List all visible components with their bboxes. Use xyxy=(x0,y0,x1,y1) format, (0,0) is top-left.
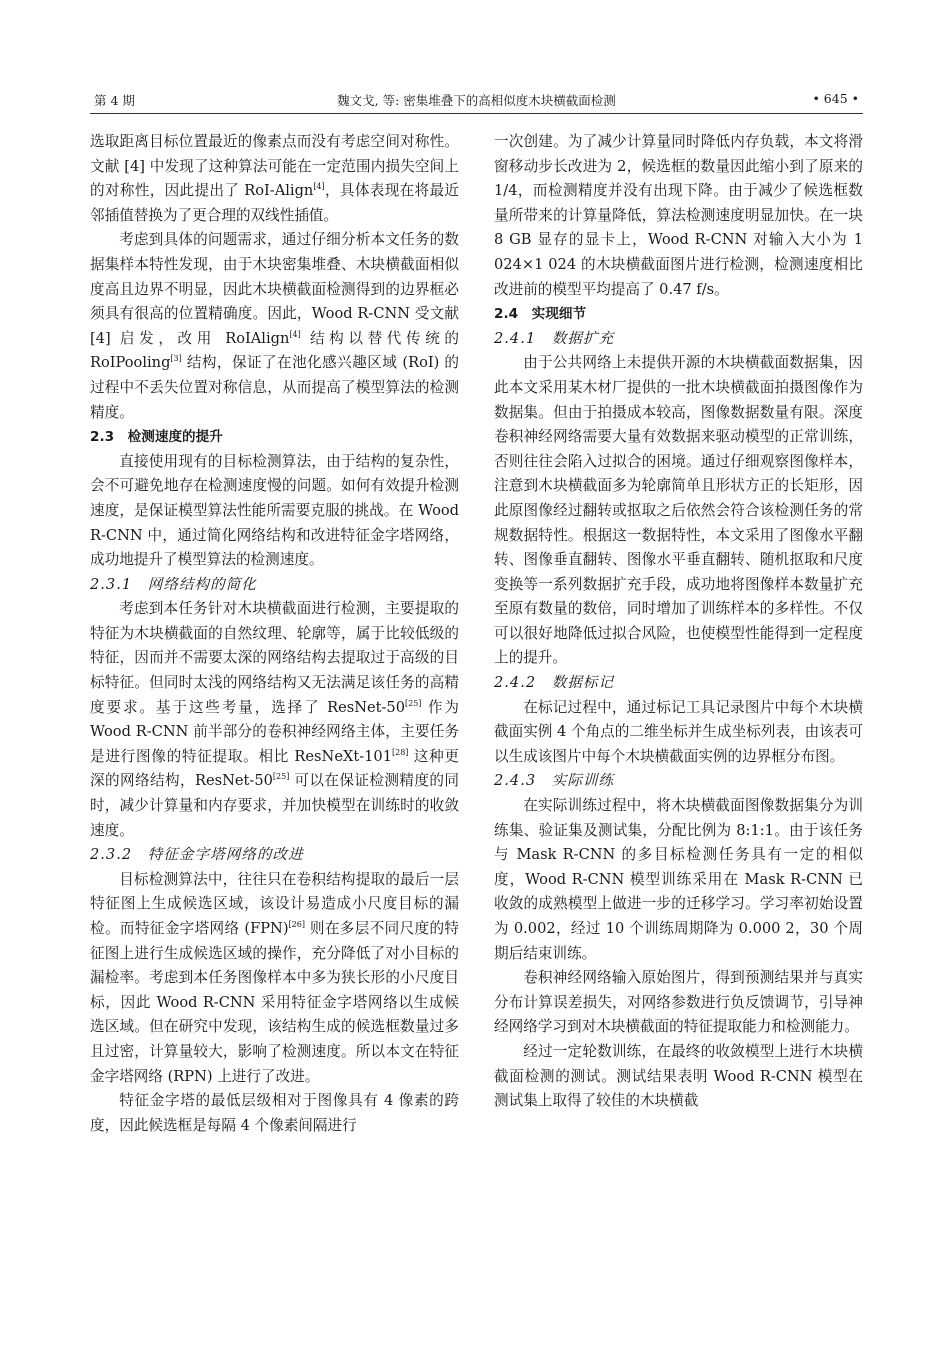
paragraph: 经过一定轮数训练，在最终的收敛模型上进行木块横截面检测的测试。测试结果表明 Wood R-CNN 模型在测试集上取得了较佳的木块横截 xyxy=(494,1042,863,1110)
issue-number: 第 4 期 xyxy=(94,93,135,108)
subsection-heading-2-3-1: 2.3.1 网络结构的简化 xyxy=(90,575,257,593)
paragraph: 目标检测算法中，往往只在卷积结构提取的最后一层特征图上生成候选区域，该设计易造成小尺度目标的漏检。而特征金字塔网络 (FPN)[26] 则在多层不同尺度的特征图上进行生成候选区域的操作，充分降低了对小目标的漏检率。考虑到本任务图像样本中多为狭长形的小尺度目标，因此 Wood R-CNN 采用特征金字塔网络以生成候选区域。但在研究中发现，该结构生成的候选框数量过多且过密，计算量较大，影响了检测速度。所以本文在特征金字塔网络 (RPN) 上进行了改进。 xyxy=(90,870,459,1085)
paragraph: 特征金字塔的最低层级相对于图像具有 4 像素的跨度，因此候选框是每隔 4 个像素间隔进行 xyxy=(90,1092,459,1134)
section-heading-2-3: 2.3 检测速度的提升 xyxy=(90,429,223,446)
paragraph: 在实际训练过程中，将木块横截面图像数据集分为训练集、验证集及测试集，分配比例为 8:1:1。由于该任务与 Mask R-CNN 的多目标检测任务具有一定的相似度，Wood R-CNN 模型训练采用在 Mask R-CNN 已收敛的成熟模型上做进一步的迁移学习。学习率初始设置为 0.002，经过 10 个训练周期降为 0.000 2，30 个周期后结束训练。 xyxy=(494,797,863,962)
section-heading-2-4: 2.4 实现细节 xyxy=(494,306,587,323)
running-title: 魏文戈, 等: 密集堆叠下的高相似度木块横截面检测 xyxy=(337,93,616,108)
paragraph: 一次创建。为了减少计算量同时降低内存负载，本文将滑窗移动步长改进为 2，候选框的数量因此缩小到了原来的 1/4，而检测精度并没有出现下降。由于减少了候选框数量所带来的计算量降低，算法检测速度明显加快。在一块 8 GB 显存的显卡上，Wood R-CNN 对输入大小为 1 024×1 024 的木块横截面图片进行检测，检测速度相比改进前的模型平均提高了 0.47 f/s。 xyxy=(494,133,863,298)
paragraph: 由于公共网络上未提供开源的木块横截面数据集，因此本文采用某木材厂提供的一批木块横截面拍摄图像作为数据集。但由于拍摄成本较高，图像数据数量有限。深度卷积神经网络需要大量有效数据来驱动模型的正常训练，否则往往会陷入过拟合的困境。通过仔细观察图像样本，注意到木块横截面多为轮廓简单且形状方正的长矩形，因此原图像经过翻转或抠取之后依然会符合该检测任务的常规数据特性。根据这一数据特性，本文采用了图像水平翻转、图像垂直翻转、图像水平垂直翻转、随机抠取和尺度变换等一系列数据扩充手段，成功地将图像样本数量扩充至原有数量的数倍，同时增加了训练样本的多样性。不仅可以很好地降低过拟合风险，也使模型性能得到一定程度上的提升。 xyxy=(494,354,863,667)
subsection-heading-2-4-2: 2.4.2 数据标记 xyxy=(494,674,615,692)
page-number: • 645 • xyxy=(812,91,859,106)
left-column xyxy=(90,130,459,1138)
running-header xyxy=(90,91,863,111)
citation: [28] xyxy=(392,747,409,757)
citation: [25] xyxy=(272,772,290,782)
right-column xyxy=(494,130,863,1114)
citation: [4] xyxy=(313,182,325,192)
subsection-heading-2-4-1: 2.4.1 数据扩充 xyxy=(494,329,615,347)
citation: [3] xyxy=(170,354,182,364)
paragraph: 直接使用现有的目标检测算法，由于结构的复杂性，会不可避免地存在检测速度慢的问题。如何有效提升检测速度，是保证模型算法性能所需要克服的挑战。在 Wood R-CNN 中，通过简化网络结构和改进特征金字塔网络，成功地提升了模型算法的检测速度。 xyxy=(90,452,459,569)
citation: [25] xyxy=(405,698,422,708)
header-rule xyxy=(90,113,863,114)
paragraph: 在标记过程中，通过标记工具记录图片中每个木块横截面实例 4 个角点的二维坐标并生成坐标列表，由该表可以生成该图片中每个木块横截面实例的边界框分布图。 xyxy=(494,698,863,765)
subsection-heading-2-3-2: 2.3.2 特征金字塔网络的改进 xyxy=(90,846,304,864)
citation: [26] xyxy=(288,920,305,929)
paragraph: 考虑到具体的问题需求，通过仔细分析本文任务的数据集样本特性发现，由于木块密集堆叠、木块横截面相似度高且边界不明显，因此木块横截面检测得到的边界框必须具有很高的位置精确度。因此，Wood R-CNN 受文献 [4] 启发，改用 RoIAlign[4] 结构以替代传统的 RoIPooling[3] 结构，保证了在池化感兴趣区域 (RoI) 的过程中不丢失位置对称信息，从而提高了模型算法的检测精度。 xyxy=(90,231,460,421)
paragraph: 选取距离目标位置最近的像素点而没有考虑空间对称性。文献 [4] 中发现了这种算法可能在一定范围内损失空间上的对称性，因此提出了 RoI-Align[4]，具体表现在将最近邻插值替换为了更合理的双线性插值。 xyxy=(90,133,459,224)
paragraph: 考虑到本任务针对木块横截面进行检测，主要提取的特征为木块横截面的自然纹理、轮廓等，属于比较低级的特征，因而并不需要太深的网络结构去提取过于高级的目标特征。但同时太浅的网络结构又无法满足该任务的高精度要求。基于这些考量，选择了 ResNet-50[25] 作为 Wood R-CNN 前半部分的卷积神经网络主体，主要任务是进行图像的特征提取。相比 ResNeXt-101[28] 这种更深的网络结构，ResNet-50[25] 可以在保证检测精度的同时，减少计算量和内存要求，并加快模型在训练时的收敛速度。 xyxy=(90,600,460,839)
subsection-heading-2-4-3: 2.4.3 实际训练 xyxy=(494,772,615,790)
citation: [4] xyxy=(289,329,301,339)
paragraph: 卷积神经网络输入原始图片，得到预测结果并与真实分布计算误差损失，对网络参数进行负反馈调节，引导神经网络学习到对木块横截面的特征提取能力和检测能力。 xyxy=(494,969,863,1036)
